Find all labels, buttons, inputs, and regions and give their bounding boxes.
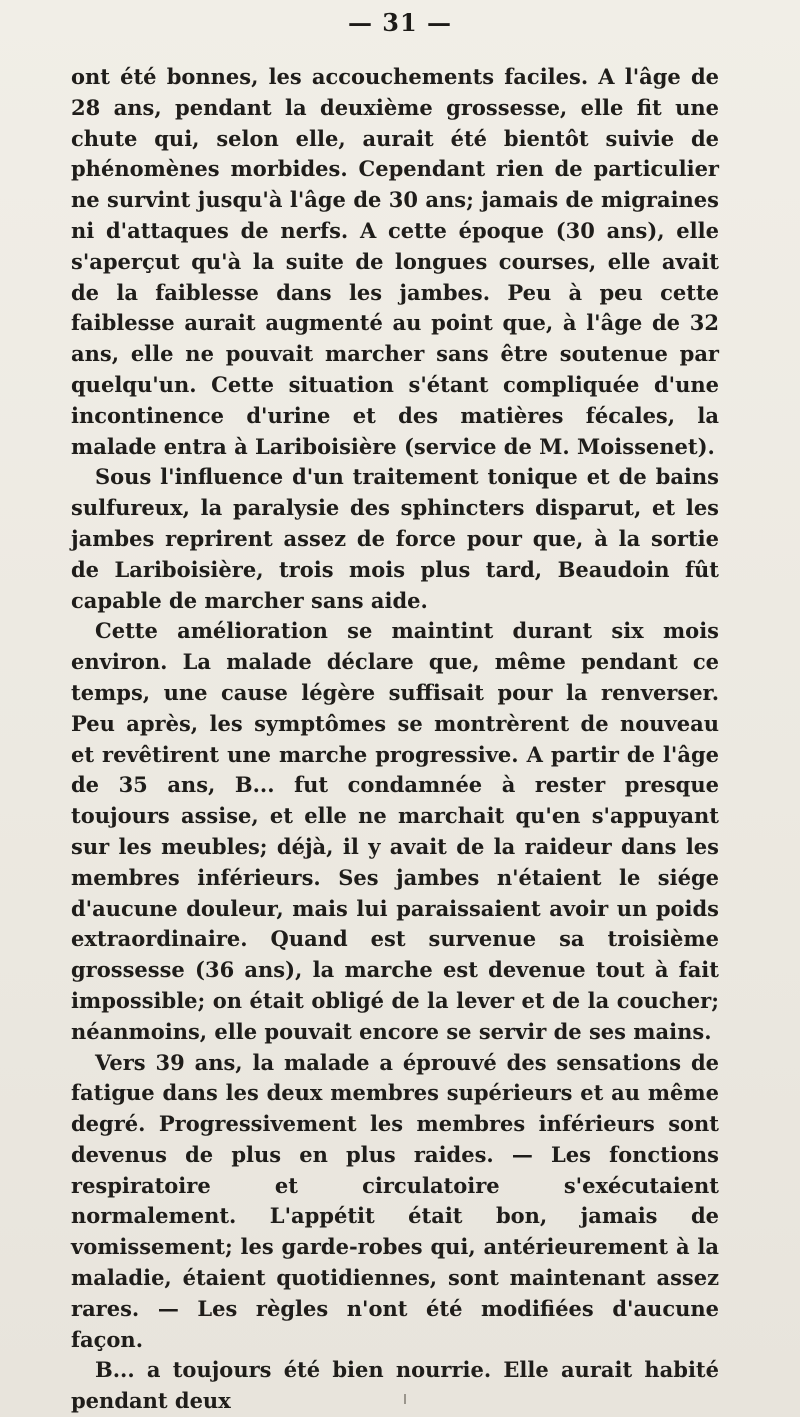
paragraph-4: Vers 39 ans, la malade a éprouvé des sensations de fatigue dans les deux membres supérieurs et au même degré. Progressivement les membres inférieurs sont devenus de plus en plus raides. — Les fonctions respiratoire et circulatoire s'exécutaient normalement. L'appétit était bon, jamais de vomissement; les garde-robes qui, antérieurement à la maladie, étaient quotidiennes, sont maintenant assez rares. — Les règles n'ont été modifiées d'aucune façon. <box>71 1049 719 1352</box>
paragraph-2: Sous l'influence d'un traitement tonique et de bains sulfureux, la paralysie des sphincters disparut, et les jambes reprirent assez de force pour que, à la sortie de Lariboisière, trois mois plus tard, Beaudoin fût capable de marcher sans aide. <box>71 464 719 613</box>
paragraph-3: Cette amélioration se maintint durant six mois environ. La malade déclare que, même pendant ce temps, une cause légère suffisait pour la renverser. Peu après, les symptômes se montrèrent de nouveau et revêtirent une marche progressive. A partir de l'âge de 35 ans, B... fut condamnée à rester presque toujours assise, et elle ne marchait qu'en s'appuyant sur les meubles; déjà, il y avait de la raideur dans les membres inférieurs. Ses jambes n'étaient le siége d'aucune douleur, mais lui paraissaient avoir un poids extraordinaire. Quand est survenue sa troisième grossesse (36 ans), la marche est devenue tout à fait impossible; on était obligé de la lever et de la coucher; néanmoins, elle pouvait encore se servir de ses mains. <box>71 618 719 1044</box>
paragraph-5: B... a toujours été bien nourrie. Elle aurait habité pendant deux <box>71 1357 719 1414</box>
body-text <box>71 62 719 1417</box>
page-number: — 31 — <box>347 8 453 37</box>
paragraph-1: ont été bonnes, les accouchements faciles. A l'âge de 28 ans, pendant la deuxième grossesse, elle fit une chute qui, selon elle, aurait été bientôt suivie de phénomènes morbides. Cependant rien de particulier ne survint jusqu'à l'âge de 30 ans; jamais de migraines ni d'attaques de nerfs. A cette époque (30 ans), elle s'aperçut qu'à la suite de longues courses, elle avait de la faiblesse dans les jambes. Peu à peu cette faiblesse aurait augmenté au point que, à l'âge de 32 ans, elle ne pouvait marcher sans être soutenue par quelqu'un. Cette situation s'étant compliquée d'une incontinence d'urine et des matières fécales, la malade entra à Lariboisière (service de M. Moissenet). <box>71 64 719 459</box>
paper-speck <box>404 1394 406 1404</box>
